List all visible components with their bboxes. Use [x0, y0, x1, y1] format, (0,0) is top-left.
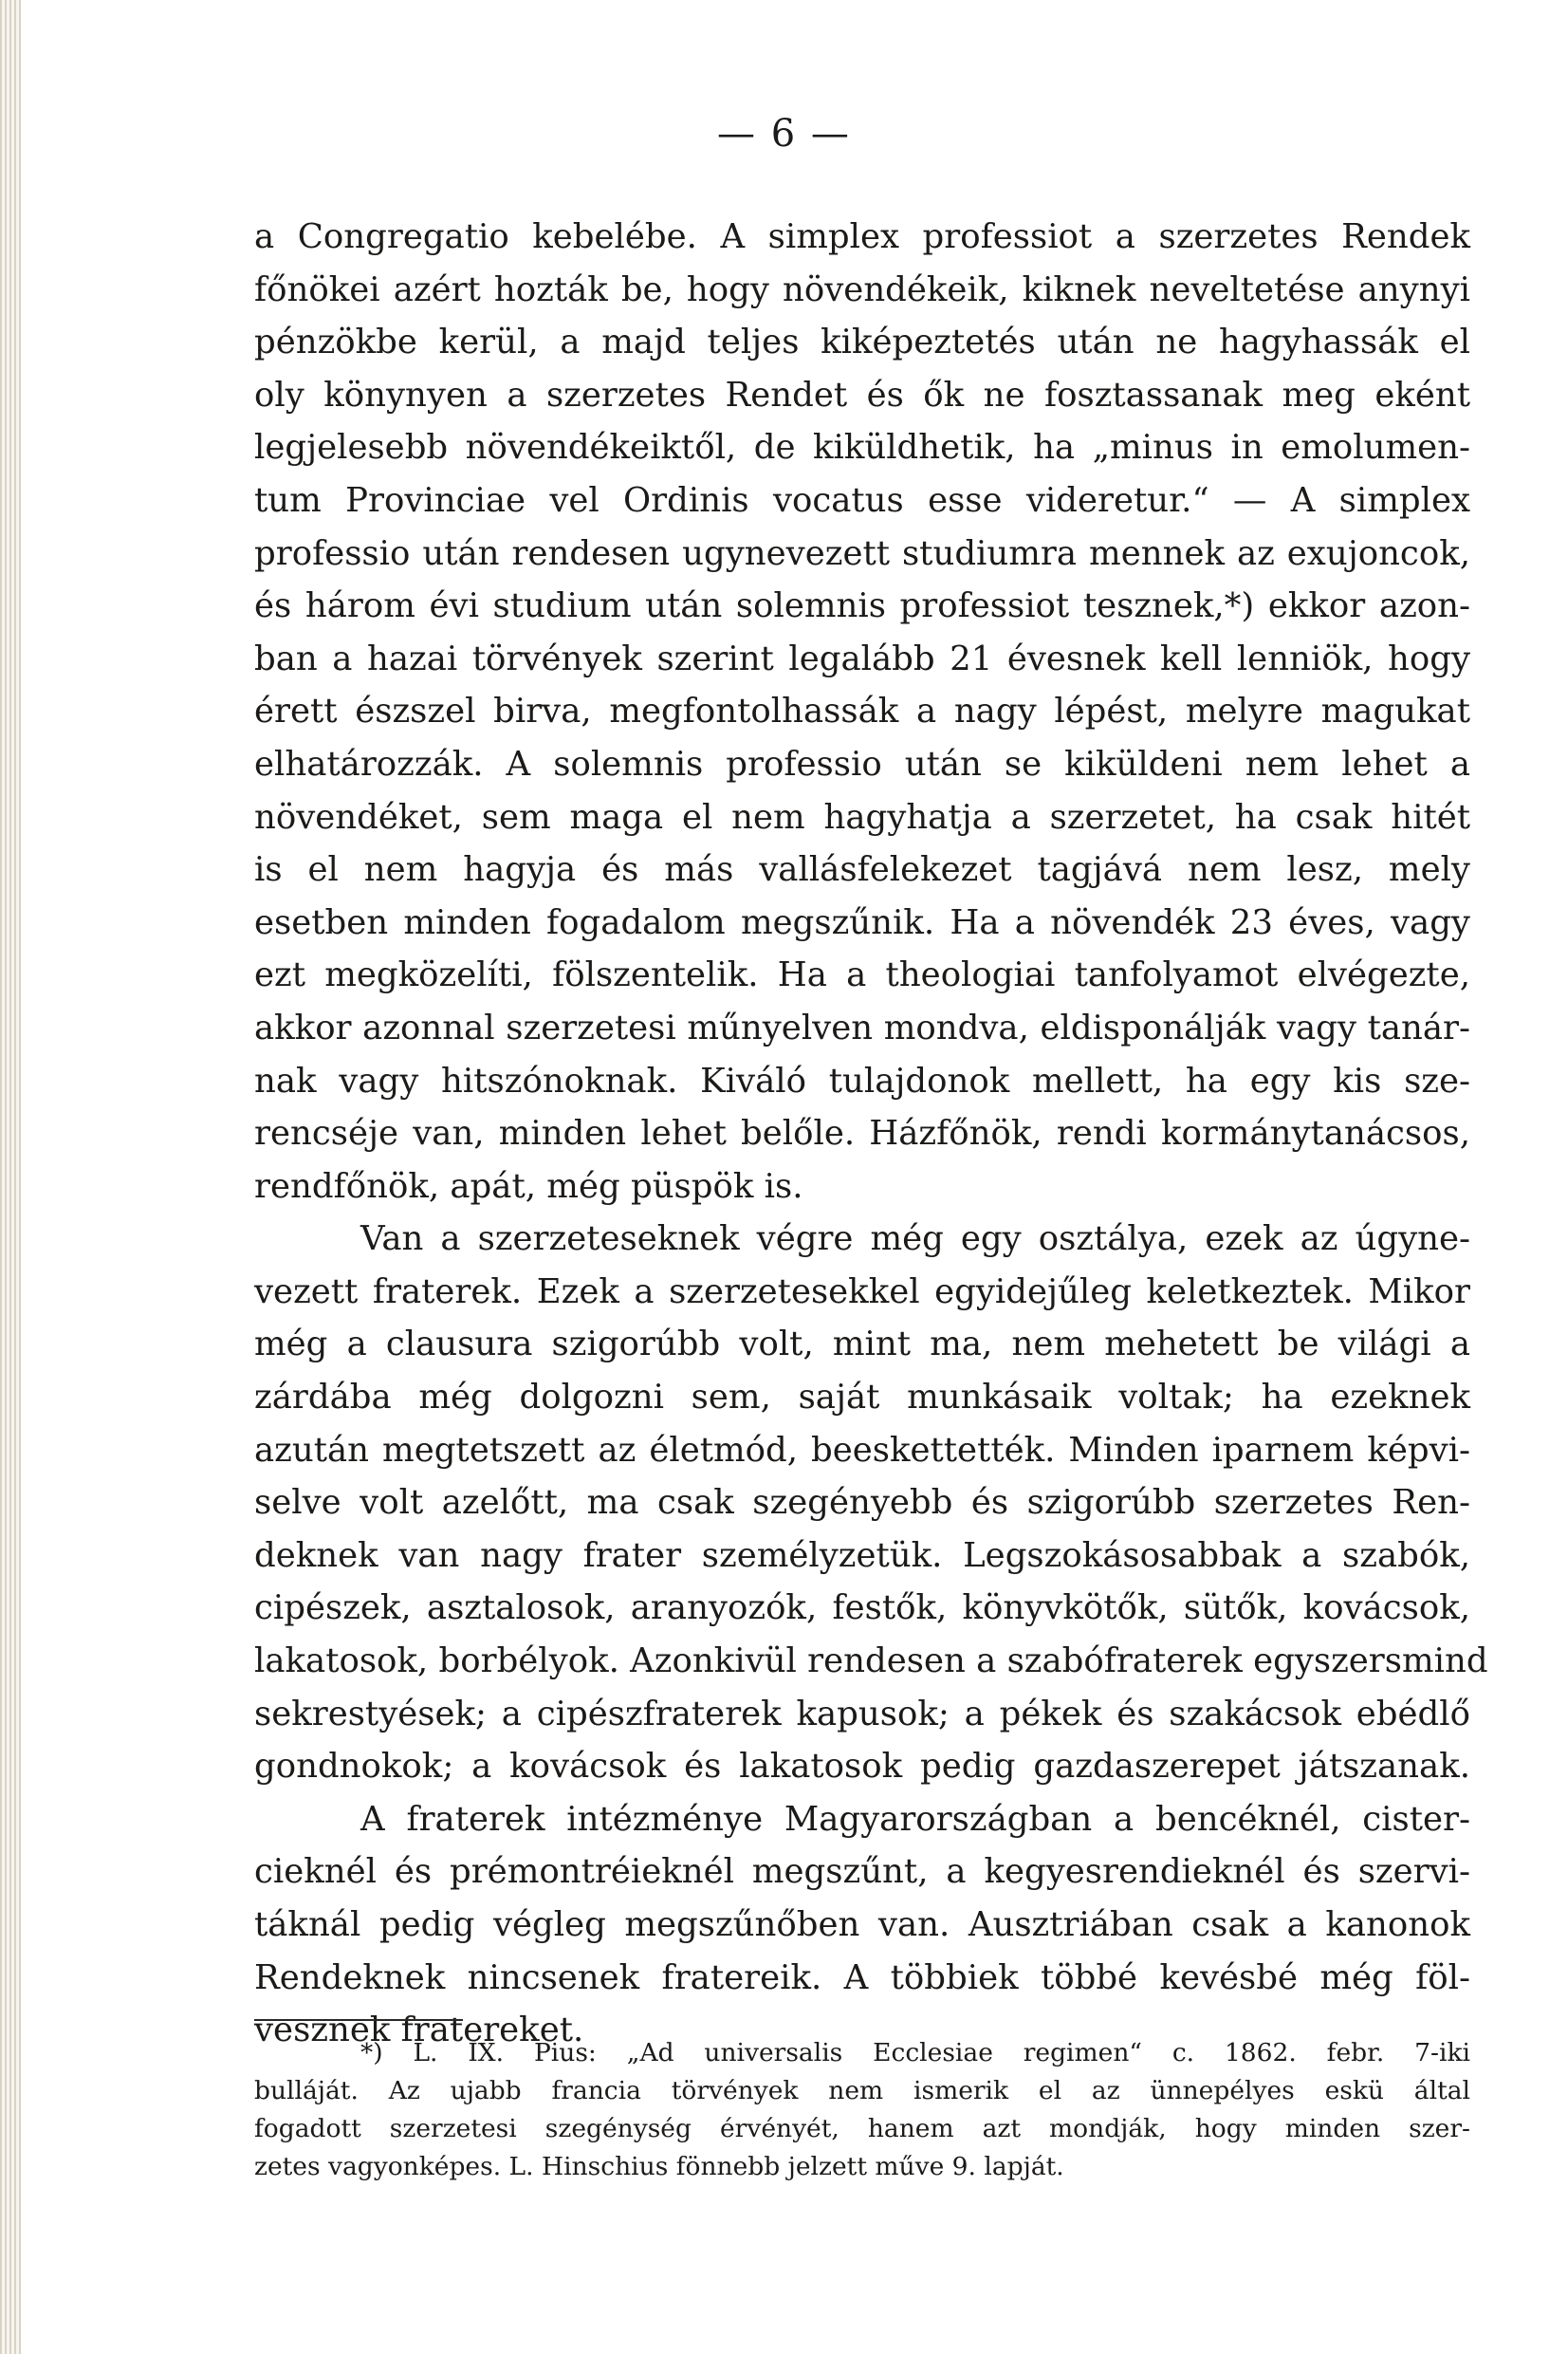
- text-line: ezt megközelíti, fölszentelik. Ha a theologiai tanfolyamot elvégezte,: [254, 955, 1470, 995]
- text-line: cieknél és prémontréieknél megszűnt, a kegyesrendieknél és szervi-: [254, 1852, 1470, 1892]
- text-line: és három évi studium után solemnis professiot tesznek,*) ekkor azon-: [254, 586, 1470, 626]
- footnote-line: zetes vagyonképes. L. Hinschius fönnebb jelzett műve 9. lapját.: [254, 2152, 1064, 2181]
- text-line: is el nem hagyja és más vallásfelekezet tagjává nem lesz, mely: [254, 850, 1470, 890]
- page-number: — 6 —: [717, 112, 851, 156]
- text-line: táknál pedig végleg megszűnőben van. Ausztriában csak a kanonok: [254, 1905, 1470, 1944]
- text-line: esetben minden fogadalom megszűnik. Ha a növendék 23 éves, vagy: [254, 902, 1470, 942]
- text-line: deknek van nagy frater személyzetük. Legszokásosabbak a szabók,: [254, 1535, 1470, 1575]
- text-line: cipészek, asztalosok, aranyozók, festők, könyvkötők, sütők, kovácsok,: [254, 1588, 1470, 1628]
- text-line: növendéket, sem maga el nem hagyhatja a szerzetet, ha csak hitét: [254, 797, 1470, 837]
- text-line: akkor azonnal szerzetesi műnyelven mondva, eldisponálják vagy tanár-: [254, 1008, 1470, 1047]
- text-line: gondnokok; a kovácsok és lakatosok pedig gazdaszerepet játszanak.: [254, 1747, 1470, 1787]
- text-line: főnökei azért hozták be, hogy növendékeik, kiknek neveltetése anynyi: [254, 269, 1470, 309]
- text-line: legjelesebb növendékeiktől, de kiküldhetik, ha „minus in emolumen-: [254, 428, 1470, 468]
- text-line: Van a szerzeteseknek végre még egy osztálya, ezek az úgyne-: [360, 1219, 1470, 1259]
- text-line: elhatározzák. A solemnis professio után se kiküldeni nem lehet a: [254, 744, 1470, 784]
- text-line: nak vagy hitszónoknak. Kiváló tulajdonok mellett, ha egy kis sze-: [254, 1061, 1470, 1101]
- main-text: [254, 211, 1488, 2057]
- text-line: azután megtetszett az életmód, beeskettették. Minden iparnem képvi-: [254, 1430, 1470, 1470]
- text-line: selve volt azelőtt, ma csak szegényebb és szigorúbb szerzetes Ren-: [254, 1483, 1470, 1523]
- text-line: vesznek fratereket.: [254, 2011, 584, 2050]
- text-line: érett észszel birva, megfontolhassák a nagy lépést, melyre magukat: [254, 692, 1470, 732]
- footnote-line: *) L. IX. Pius: „Ad universalis Ecclesiae regimen“ c. 1862. febr. 7-iki: [360, 2038, 1470, 2067]
- text-line: ban a hazai törvények szerint legalább 21 évesnek kell lenniök, hogy: [254, 639, 1470, 678]
- text-line: oly könynyen a szerzetes Rendet és ők ne fosztassanak meg eként: [254, 375, 1470, 415]
- text-line: sekrestyések; a cipészfraterek kapusok; a pékek és szakácsok ebédlő: [254, 1694, 1470, 1733]
- text-line: rendfőnök, apát, még püspök is.: [254, 1166, 803, 1206]
- footnote-separator: [254, 2019, 463, 2021]
- text-line: tum Provinciae vel Ordinis vocatus esse videretur.“ — A simplex: [254, 480, 1470, 520]
- footnote-line: bulláját. Az ujabb francia törvények nem ismerik el az ünnepélyes eskü által: [254, 2076, 1470, 2105]
- text-line: A fraterek intézménye Magyarországban a bencéknél, cister-: [360, 1799, 1470, 1839]
- text-line: rencséje van, minden lehet belőle. Házfőnök, rendi kormánytanácsos,: [254, 1114, 1470, 1154]
- page-binding-edge: [0, 0, 21, 2354]
- text-line: még a clausura szigorúbb volt, mint ma, nem mehetett be világi a: [254, 1325, 1470, 1364]
- text-line: Rendeknek nincsenek fratereik. A többiek többé kevésbé még föl-: [254, 1957, 1470, 1997]
- text-line: lakatosok, borbélyok. Azonkivül rendesen a szabófraterek egyszersmind: [254, 1641, 1488, 1681]
- footnote-line: fogadott szerzetesi szegénység érvényét, hanem azt mondják, hogy minden szer-: [254, 2114, 1470, 2143]
- text-line: professio után rendesen ugynevezett studiumra mennek az exujoncok,: [254, 533, 1470, 573]
- text-line: vezett fraterek. Ezek a szerzetesekkel egyidejűleg keletkeztek. Mikor: [254, 1271, 1470, 1311]
- footnote: [254, 2034, 1470, 2186]
- text-line: zárdába még dolgozni sem, saját munkásaik voltak; ha ezeknek: [254, 1378, 1470, 1418]
- text-line: a Congregatio kebelébe. A simplex professiot a szerzetes Rendek: [254, 217, 1470, 256]
- text-line: pénzökbe kerül, a majd teljes kiképeztetés után ne hagyhassák el: [254, 323, 1470, 362]
